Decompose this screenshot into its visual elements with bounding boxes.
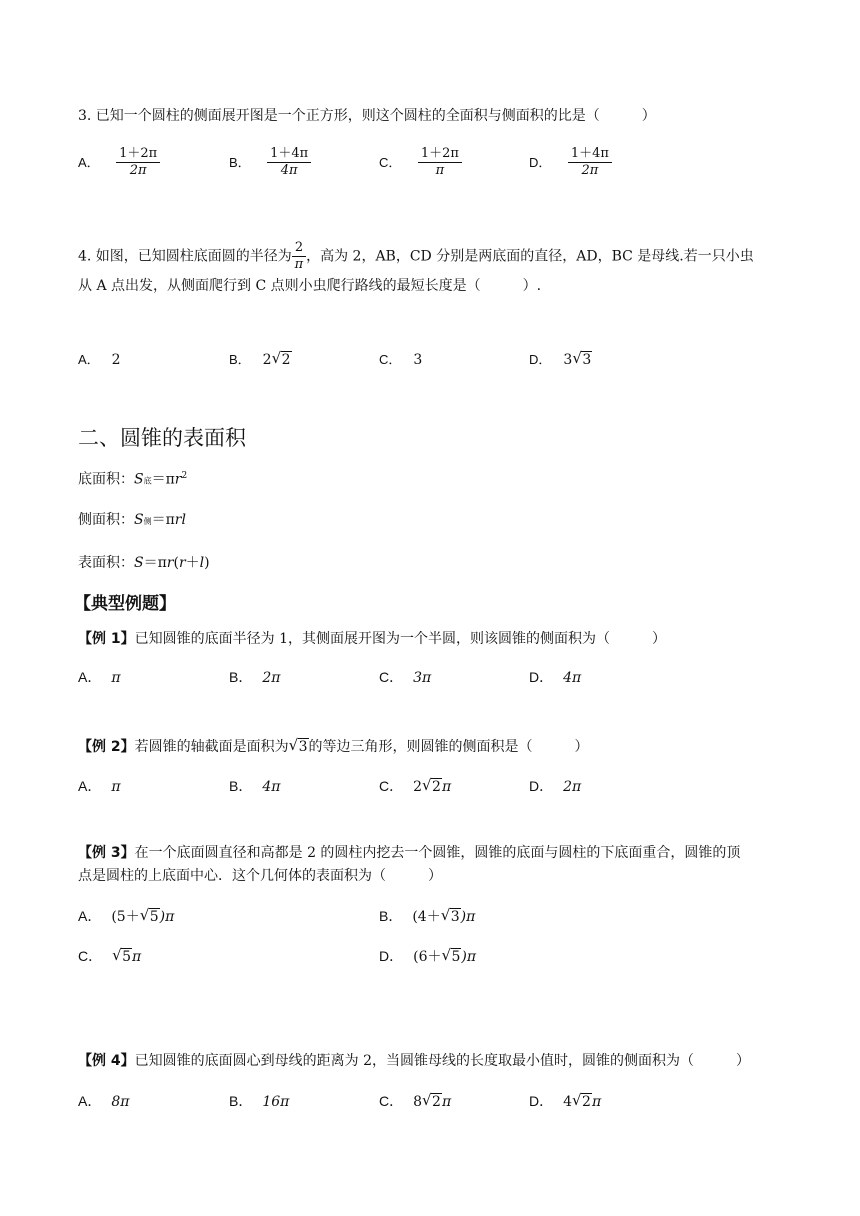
ex2-option-d: D． 2π (529, 778, 582, 795)
fraction: $\frac{2}{\pi}$ (292, 240, 306, 273)
sqrt: √ 2 (422, 1091, 441, 1110)
ex4-option-a: A． 8π (78, 1093, 130, 1110)
ex4-option-d: D． 4 √ 2π (529, 1091, 602, 1110)
q4-option-d: D． 3 √ 3 (529, 349, 592, 368)
ex1-option-c: C． 3π (379, 669, 432, 686)
ex4-stem: 【例 4】已知圆锥的底面圆心到母线的距离为 2，当圆锥母线的长度取最小值时，圆锥的侧面积为（ ） (78, 1053, 750, 1069)
q4-option-b: B． 2 √ 2 (229, 349, 291, 368)
ex2-stem: 【例 2】若圆锥的轴截面是面积为 √ 3的等边三角形，则圆锥的侧面积是（ ） (78, 736, 589, 755)
fraction: $\frac{1+4\pi}{2\pi}$ (568, 146, 612, 179)
q3-option-d: D． $\frac{1+4\pi}{2\pi}$ (529, 146, 612, 179)
ex4-option-c: C． 8 √ 2π (379, 1091, 452, 1110)
ex4-option-b: B． 16π (229, 1093, 290, 1110)
ex3-option-c: C． √ 5π (78, 946, 142, 965)
q4-option-c: C． 3 (379, 352, 423, 368)
q4-option-a: A． 2 (78, 352, 121, 368)
sqrt: √ 3 (572, 349, 592, 368)
ex1-option-a: A． π (78, 669, 121, 686)
fraction: $\frac{1+2\pi}{\pi}$ (418, 146, 462, 179)
sqrt: √ 2 (572, 1091, 591, 1110)
q3-option-a: A． $\frac{1+2\pi}{2\pi}$ (78, 146, 160, 179)
sqrt: √ 3 (288, 736, 308, 755)
sqrt: √ 2 (422, 776, 441, 795)
side-area-formula: 侧面积：S侧＝πrl (78, 512, 186, 528)
ex2-option-b: B． 4π (229, 778, 281, 795)
fraction: $\frac{1+4\pi}{4\pi}$ (267, 146, 311, 179)
ex1-stem: 【例 1】已知圆锥的底面半径为 1，其侧面展开图为一个半圆，则该圆锥的侧面积为（ ） (78, 631, 666, 647)
examples-heading: 【典型例题】 (74, 594, 176, 614)
sqrt: √ 3 (440, 906, 460, 925)
sqrt: √ 5 (139, 906, 159, 925)
base-area-formula: 底面积：S底$=\pi r^2$ (78, 471, 188, 488)
q4-stem-line1: 4. 如图，已知圆柱底面圆的半径为 $\frac{2}{\pi}$ ，高为 2，AB，CD 分别是两底面的直径，AD，BC 是母线.若一只小虫 (78, 240, 754, 272)
section-title: 二、圆锥的表面积 (78, 426, 246, 450)
ex3-option-d: D． (6＋ √ 5)π (379, 946, 477, 965)
ex3-stem-line1: 【例 3】在一个底面圆直径和高都是 2 的圆柱内挖去一个圆锥，圆锥的底面与圆柱的下底面重合，圆锥的顶 (78, 845, 741, 861)
sqrt: √ 2 (271, 349, 291, 368)
ex1-option-b: B． 2π (229, 669, 281, 686)
fraction: $\frac{1+2\pi}{2\pi}$ (116, 146, 160, 179)
q3-stem: 3. 已知一个圆柱的侧面展开图是一个正方形，则这个圆柱的全面积与侧面积的比是（ ） (78, 108, 656, 124)
ex1-option-d: D． 4π (529, 669, 582, 686)
ex2-option-c: C． 2 √ 2π (379, 776, 452, 795)
surface-area-formula: 表面积：S＝πr(r＋l) (78, 555, 210, 571)
ex3-option-a: A． (5＋ √ 5)π (78, 906, 175, 925)
q4-stem-line2: 从 A 点出发，从侧面爬行到 C 点则小虫爬行路线的最短长度是（ ）. (78, 278, 542, 294)
sqrt: √ 5 (441, 946, 461, 965)
sqrt: √ 5 (112, 946, 132, 965)
ex2-option-a: A． π (78, 778, 121, 795)
q3-option-b: B． $\frac{1+4\pi}{4\pi}$ (229, 146, 311, 179)
ex3-option-b: B． (4＋ √ 3)π (379, 906, 476, 925)
ex3-stem-line2: 点是圆柱的上底面中心．这个几何体的表面积为（ ） (78, 868, 442, 884)
q3-option-c: C． $\frac{1+2\pi}{\pi}$ (379, 146, 462, 179)
